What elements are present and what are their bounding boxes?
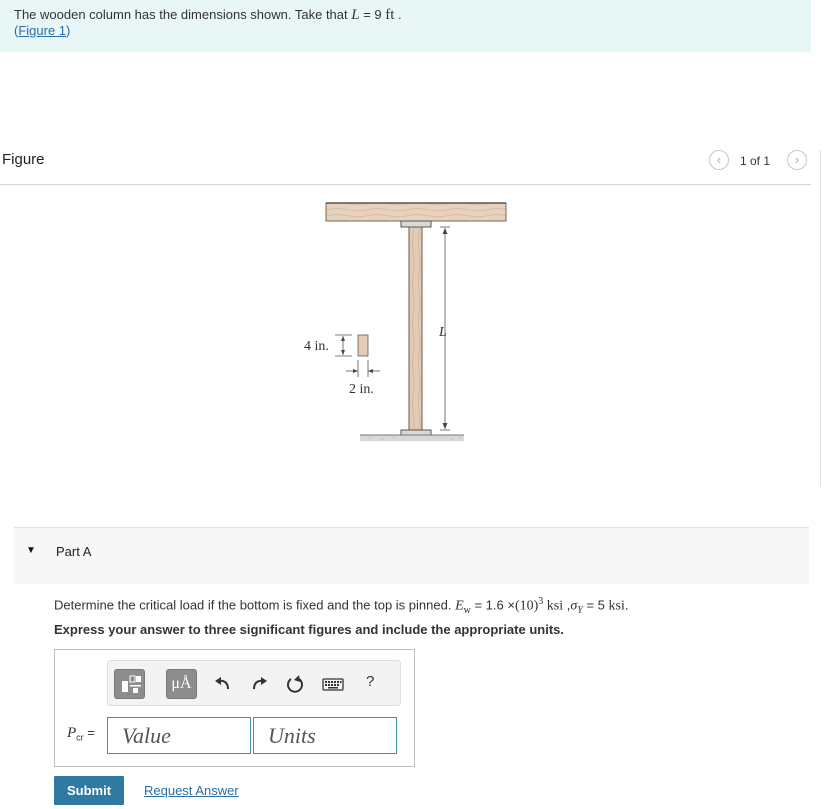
cross-section	[358, 335, 368, 356]
part-title: Part A	[56, 544, 92, 559]
length-label: L	[439, 325, 447, 340]
submit-button[interactable]: Submit	[54, 776, 124, 805]
bottom-support-plate	[401, 430, 431, 435]
keyboard-icon[interactable]	[322, 673, 344, 695]
instruction-text: Express your answer to three significant figures and include the appropriate units.	[54, 622, 564, 637]
chevron-left-icon[interactable]: ‹	[709, 150, 729, 170]
modulus-equals: = 1.6 ×	[470, 597, 515, 613]
templates-icon[interactable]	[114, 669, 145, 699]
undo-icon[interactable]	[212, 673, 234, 695]
problem-equals: = 9	[359, 7, 386, 22]
sigma-subscript: Y	[577, 604, 583, 616]
variable-subscript: cr	[76, 732, 84, 743]
caret-down-icon[interactable]: ▼	[26, 545, 36, 556]
top-beam	[326, 203, 506, 221]
width-label: 2 in.	[349, 382, 374, 397]
height-label: 4 in.	[304, 339, 329, 354]
sigma-equals: = 5	[582, 597, 609, 613]
sigma-symbol: σ	[570, 598, 578, 614]
top-support-plate	[401, 221, 431, 227]
pager-label: 1 of 1	[740, 154, 771, 168]
figure-link-paren-open: (	[14, 23, 19, 38]
redo-icon[interactable]	[248, 673, 270, 695]
chevron-right-icon[interactable]: ›	[787, 150, 807, 170]
modulus-exponent: 3	[538, 596, 544, 607]
figure-scroll-track	[820, 150, 821, 486]
variable-equals: =	[83, 725, 95, 740]
modulus-symbol: E	[455, 598, 464, 614]
problem-text: The wooden column has the dimensions shown. Take that	[14, 7, 352, 22]
figure-header	[0, 148, 811, 185]
sigma-unit: ksi	[608, 598, 625, 614]
value-input[interactable]	[107, 717, 251, 754]
answer-variable-label	[67, 725, 95, 743]
figure-link[interactable]: Figure 1	[18, 23, 67, 38]
problem-unit: ft	[385, 7, 395, 23]
modulus-unit: ksi	[543, 598, 564, 614]
figure-link-paren-close: )	[66, 23, 71, 38]
request-answer-link[interactable]: Request Answer	[144, 783, 239, 798]
variable-P: P	[67, 725, 77, 741]
sigma-separator: ,	[563, 597, 571, 613]
modulus-subscript: w	[463, 604, 471, 616]
column	[409, 227, 422, 430]
problem-period: .	[394, 7, 402, 22]
modulus-power-base: (10)	[514, 598, 539, 614]
column-figure	[290, 195, 520, 455]
units-icon[interactable]: μÅ	[166, 669, 197, 699]
problem-statement	[0, 0, 811, 52]
variable-L: L	[351, 7, 360, 23]
help-icon[interactable]: ?	[366, 673, 375, 690]
math-toolbar	[107, 660, 401, 706]
figure-title: Figure	[2, 151, 45, 168]
reset-icon[interactable]	[284, 673, 306, 695]
ground	[360, 435, 464, 441]
sigma-period: .	[624, 597, 629, 613]
question-prefix: Determine the critical load if the bottom is fixed and the top is pinned.	[54, 597, 456, 613]
part-header[interactable]	[14, 527, 809, 584]
units-input[interactable]	[253, 717, 397, 754]
question-text	[54, 596, 794, 616]
answer-box	[54, 649, 415, 767]
